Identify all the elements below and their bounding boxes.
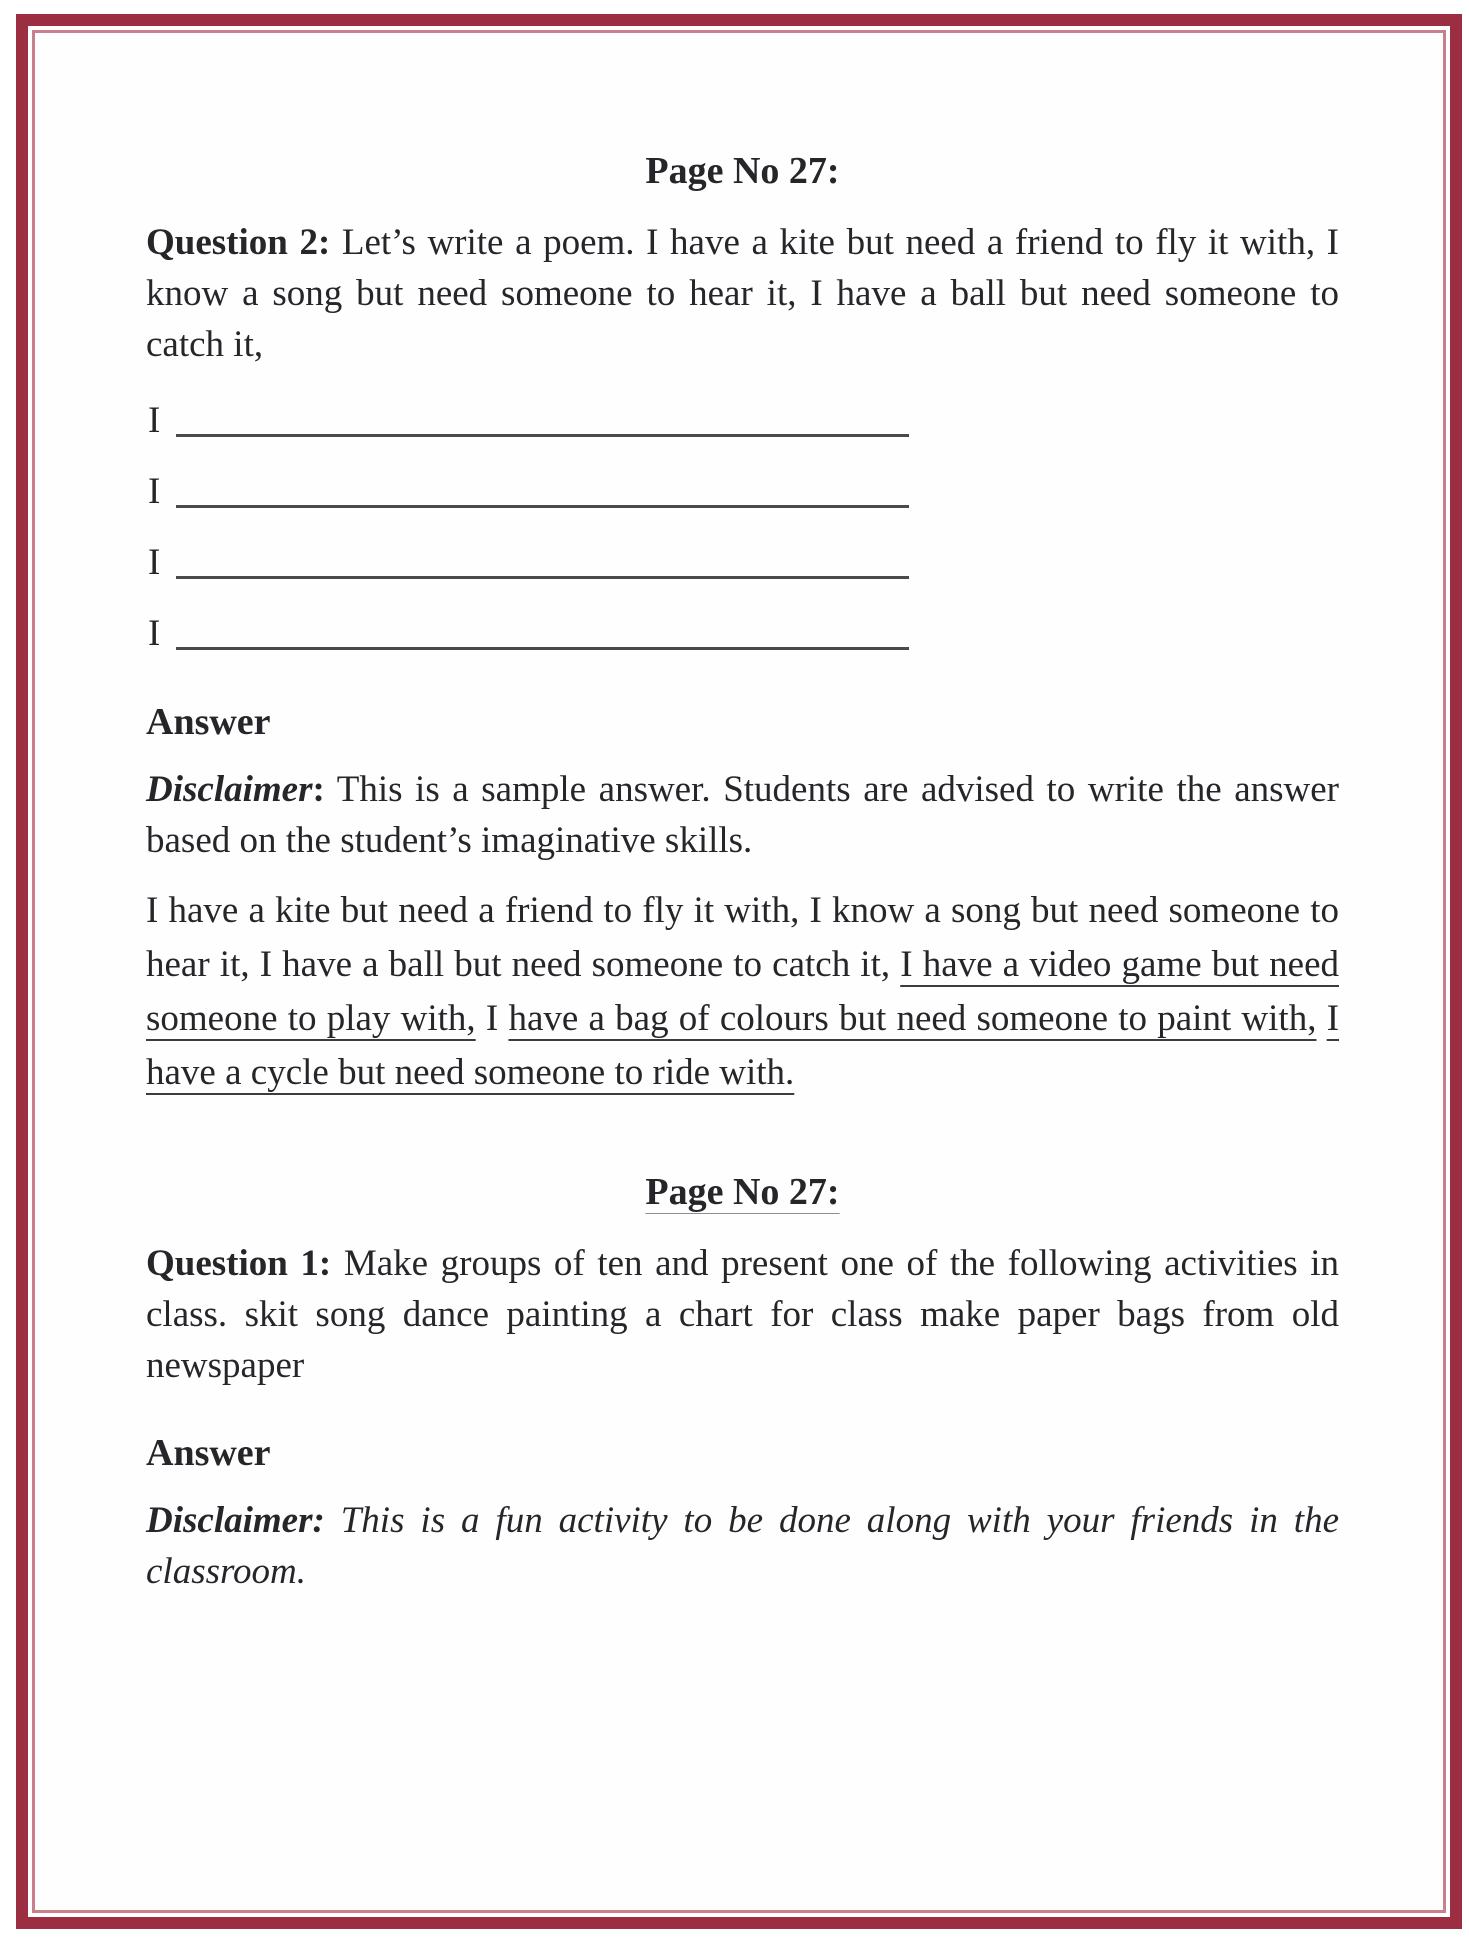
question-1-label: Question 1: <box>146 1243 332 1284</box>
disclaimer-colon: : <box>312 769 325 810</box>
disclaimer-label: Disclaimer <box>146 1500 313 1541</box>
disclaimer-text: This is a sample answer. Students are advised to write the answer based on the student’s imaginative skills. <box>146 769 1339 861</box>
page-inner-border <box>32 30 1446 1913</box>
blank-prefix: I <box>148 400 161 441</box>
blank-row <box>146 376 1339 447</box>
blank-row <box>146 589 1339 660</box>
blank-write-line <box>176 434 909 437</box>
page-title-text: Page No 27: <box>645 1171 840 1213</box>
poem-blank-lines <box>146 376 1339 660</box>
disclaimer-paragraph <box>146 1495 1339 1597</box>
disclaimer-text: This is a fun activity to be done along with your friends in the classroom. <box>146 1500 1340 1592</box>
answer-heading: Answer <box>146 1432 271 1474</box>
section-question-2 <box>146 145 1339 1100</box>
blank-row <box>146 518 1339 589</box>
sample-answer-paragraph <box>146 884 1339 1100</box>
blank-prefix: I <box>148 542 161 583</box>
blank-prefix: I <box>148 613 161 654</box>
question-2-label: Question 2: <box>146 222 331 263</box>
blank-write-line <box>176 576 909 579</box>
blank-write-line <box>176 505 909 508</box>
page-title: Page No 27: <box>645 150 840 192</box>
question-2-paragraph <box>146 217 1339 370</box>
page-title <box>146 1166 1339 1218</box>
answer-text-plain: I <box>485 998 499 1039</box>
disclaimer-label: Disclaimer <box>146 769 313 810</box>
blank-row <box>146 447 1339 518</box>
blank-write-line <box>176 647 909 650</box>
disclaimer-paragraph <box>146 764 1339 866</box>
page-frame <box>16 14 1462 1929</box>
answer-text-underlined: have a bag of colours but need someone to paint with, <box>508 998 1317 1039</box>
answer-heading: Answer <box>146 701 271 743</box>
answer-text-underlined: I have a cycle but need someone to ride with. <box>146 998 1340 1093</box>
answer-text-underlined: I have a video game but need someone to play with, <box>146 944 1339 1039</box>
blank-prefix: I <box>148 471 161 512</box>
question-2-text: Let’s write a poem. I have a kite but need a friend to fly it with, I know a song but need someone to hear it, I have a ball but need someone to catch it, <box>146 222 1339 365</box>
question-1-text: Make groups of ten and present one of the following activities in class. skit song dance painting a chart for class make paper bags from old newspaper <box>146 1243 1339 1386</box>
section-question-1 <box>146 1166 1339 1597</box>
answer-text-plain: I have a kite but need a friend to fly it with, I know a song but need someone to hear it, I have a ball but need someone to catch it, <box>146 890 1339 985</box>
disclaimer-colon: : <box>312 1500 325 1541</box>
question-1-paragraph <box>146 1238 1339 1391</box>
